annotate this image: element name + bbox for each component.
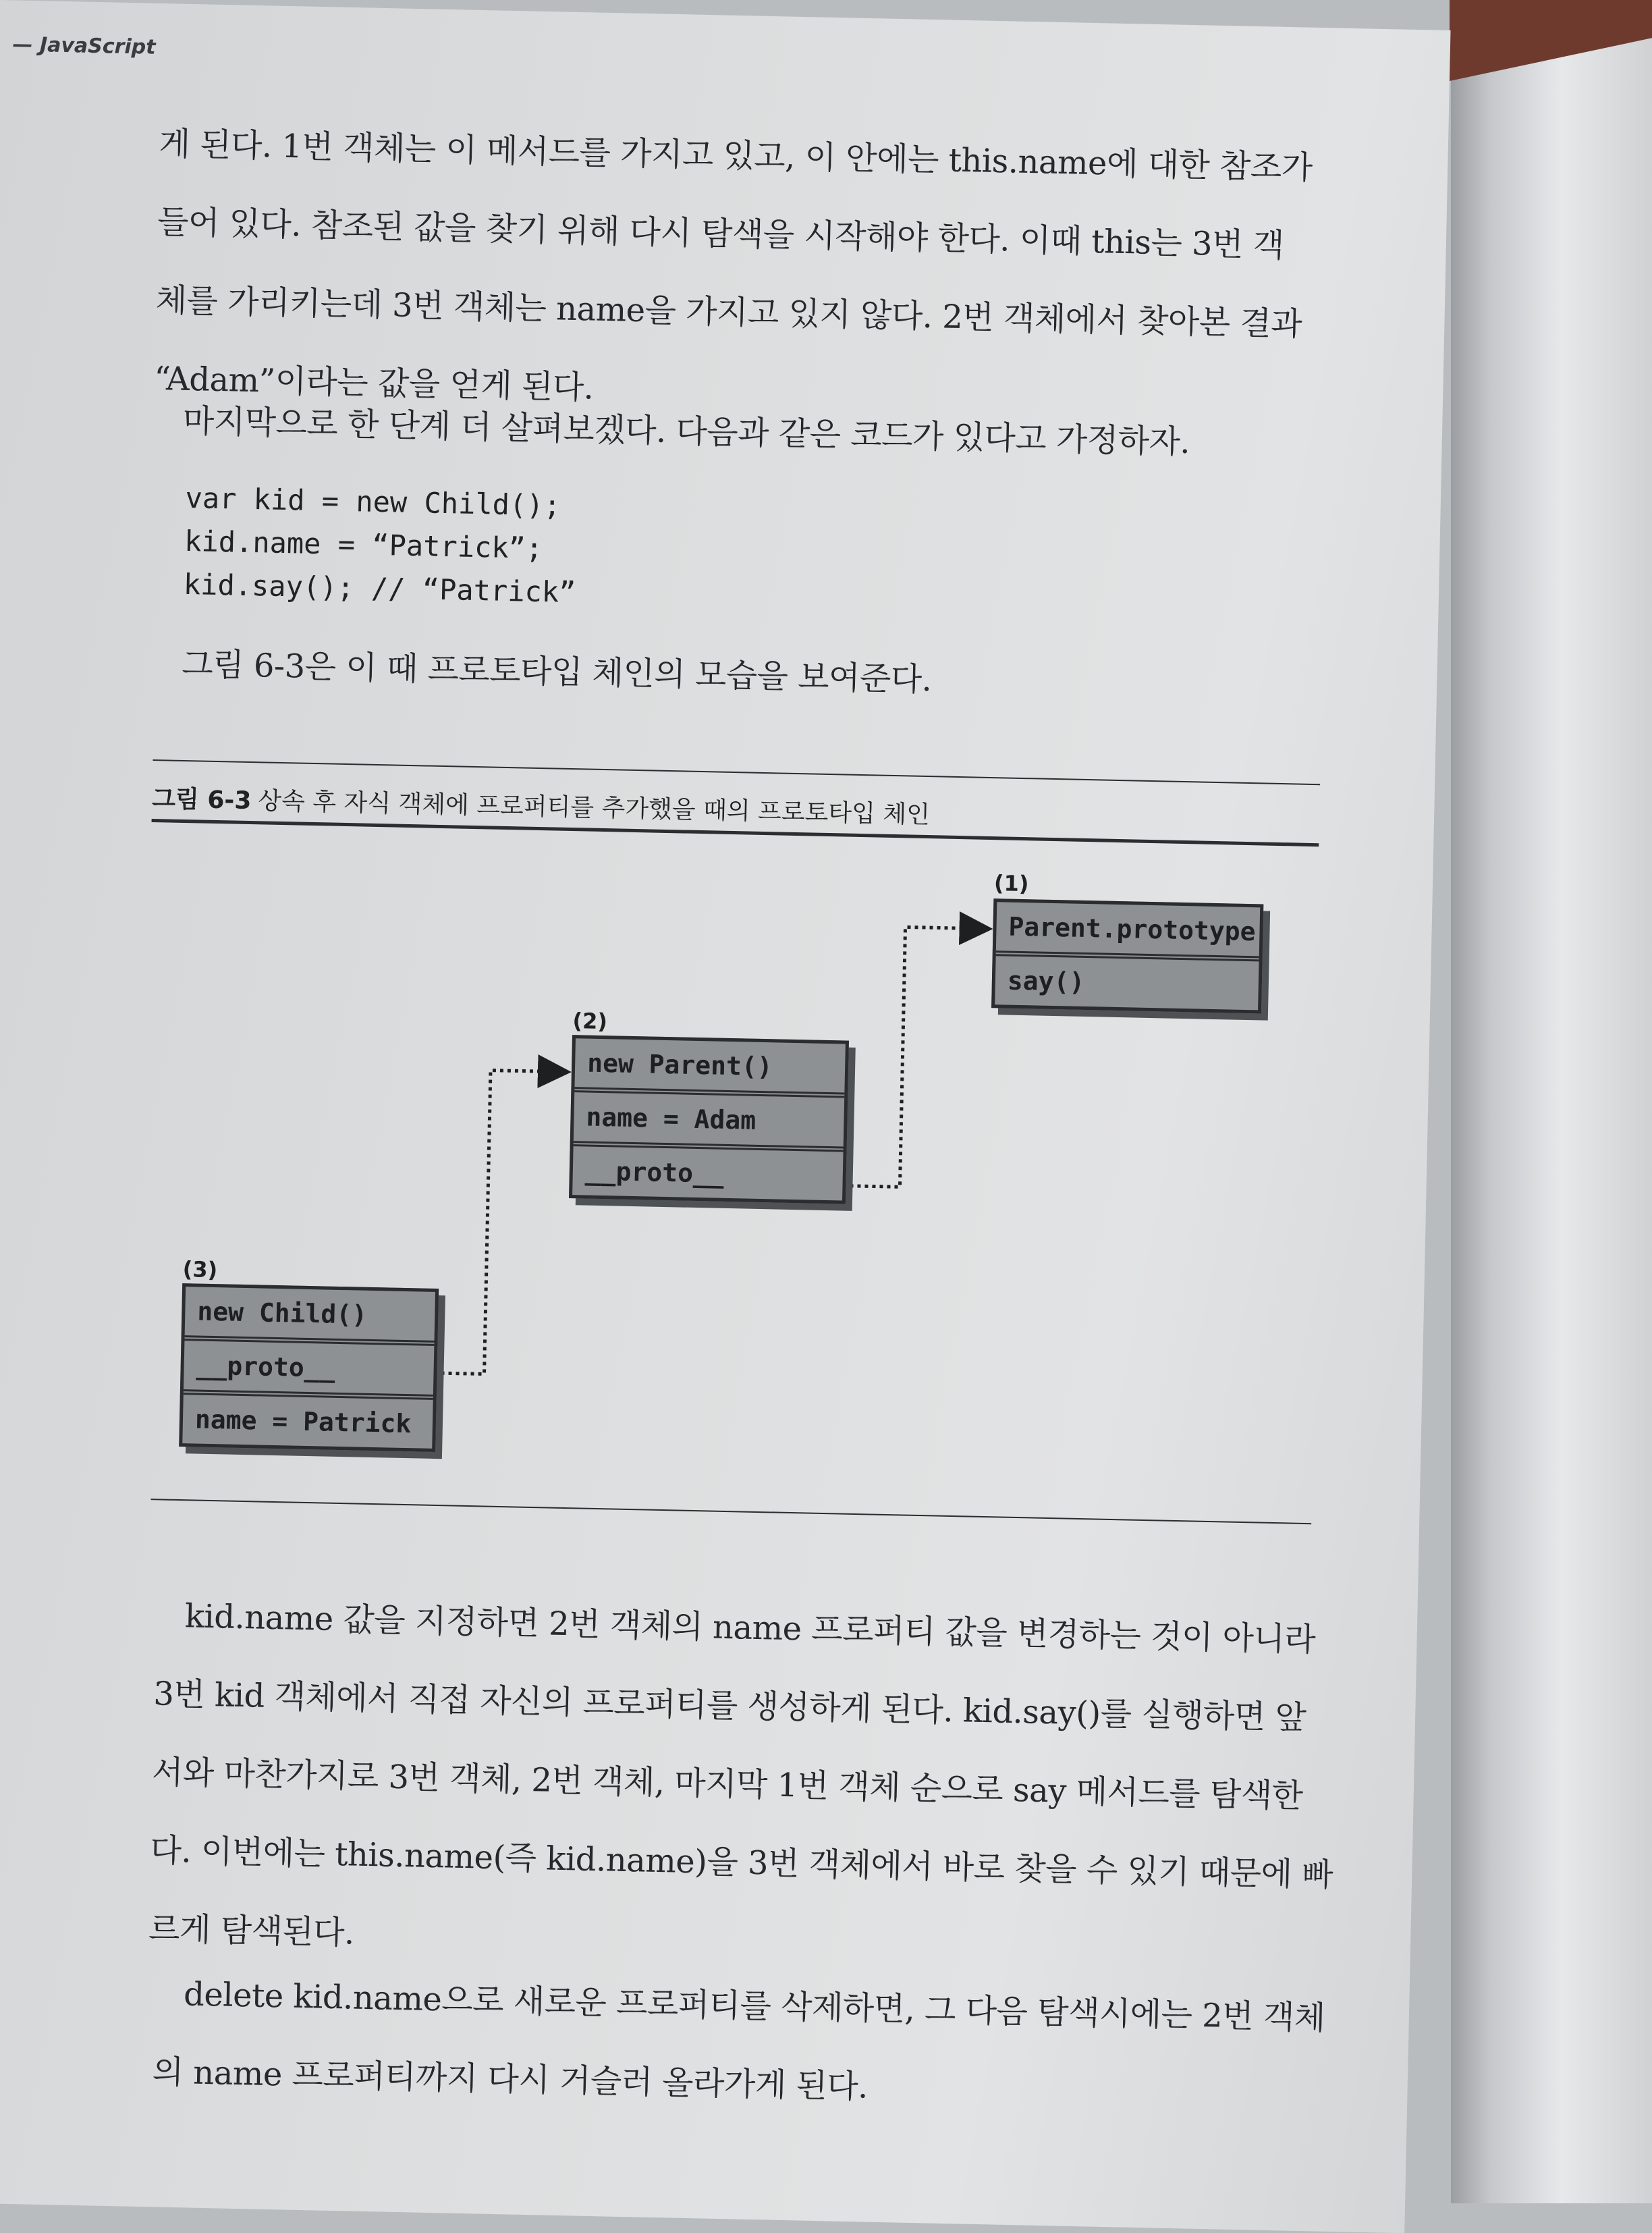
body-line: 3번 kid 객체에서 직접 자신의 프로퍼티를 생성하게 된다. kid.say()를 실행하면 앞: [153, 1675, 1306, 1738]
figure-title: 상속 후 자식 객체에 프로퍼티를 추가했을 때의 프로토타입 체인: [257, 787, 931, 830]
box-cell: __proto__: [184, 1341, 435, 1400]
code-line: kid.name = “Patrick”;: [184, 524, 543, 566]
new-child-box: [179, 1283, 439, 1452]
box-cell: say(): [1007, 965, 1085, 997]
body-paragraph-1: [148, 1576, 1333, 1992]
new-parent-box: [569, 1035, 849, 1204]
box-cell: Parent.prototype: [996, 902, 1261, 961]
arrow-child-to-parent: [434, 1069, 565, 1376]
box-3-label: (3): [182, 1256, 218, 1283]
box-2-label: (2): [572, 1008, 608, 1035]
intro-line: 게 된다. 1번 객체는 이 메서드를 가지고 있고, 이 안에는 this.name에 대한 참조가: [159, 124, 1313, 187]
body-line: 다. 이번에는 this.name(즉 kid.name)을 3번 객체에서 바로 찾을 수 있기 때문에 빠: [150, 1831, 1333, 1894]
code-line: kid.say(); // “Patrick”: [183, 567, 576, 610]
box-cell: new Child(): [184, 1287, 435, 1346]
box-cell: new Parent(): [574, 1038, 846, 1098]
running-head: — JavaScript: [12, 32, 156, 59]
adjacent-page-edge: [1451, 0, 1652, 2203]
arrow-parent-to-prototype: [842, 926, 986, 1189]
body-paragraph-2: [152, 1954, 1329, 2135]
box-1-label: (1): [993, 870, 1029, 897]
body-line: kid.name 값을 지정하면 2번 객체의 name 프로퍼티 값을 변경하는 것이 아니라: [184, 1597, 1316, 1659]
body-line: 서와 마찬가지로 3번 객체, 2번 객체, 마지막 1번 객체 순으로 say 메서드를 탐색한: [151, 1753, 1304, 1816]
box-cell: name = Adam: [574, 1092, 845, 1152]
parent-prototype-box: [991, 898, 1263, 1013]
body-line: 의 name 프로퍼티까지 다시 거슬러 올라가게 된다.: [152, 2053, 869, 2106]
box-cell: name = Patrick: [194, 1404, 412, 1439]
intro-line: 들어 있다. 참조된 값을 찾기 위해 다시 탐색을 시작해야 한다. 이때 this는 3번 객: [157, 203, 1285, 265]
box-cell: __proto__: [584, 1156, 725, 1189]
intro-line: “Adam”이라는 값을 얻게 된다.: [153, 359, 595, 407]
body-line: delete kid.name으로 새로운 프로퍼티를 삭제하면, 그 다음 탐색시에는 2번 객체: [183, 1975, 1326, 2037]
body-line: 르게 탐색된다.: [148, 1910, 355, 1952]
intro-line: 체를 가리키는데 3번 객체는 name을 가지고 있지 않다. 2번 객체에서 찾아본 결과: [155, 281, 1302, 344]
figure-reference-line: 그림 6-3은 이 때 프로토타입 체인의 모습을 보여준다.: [181, 645, 933, 699]
figure-number: 그림 6-3: [151, 784, 252, 815]
code-line: var kid = new Child();: [185, 481, 561, 522]
lead-in-line: 마지막으로 한 단계 더 살펴보겠다. 다음과 같은 코드가 있다고 가정하자.: [182, 402, 1190, 462]
